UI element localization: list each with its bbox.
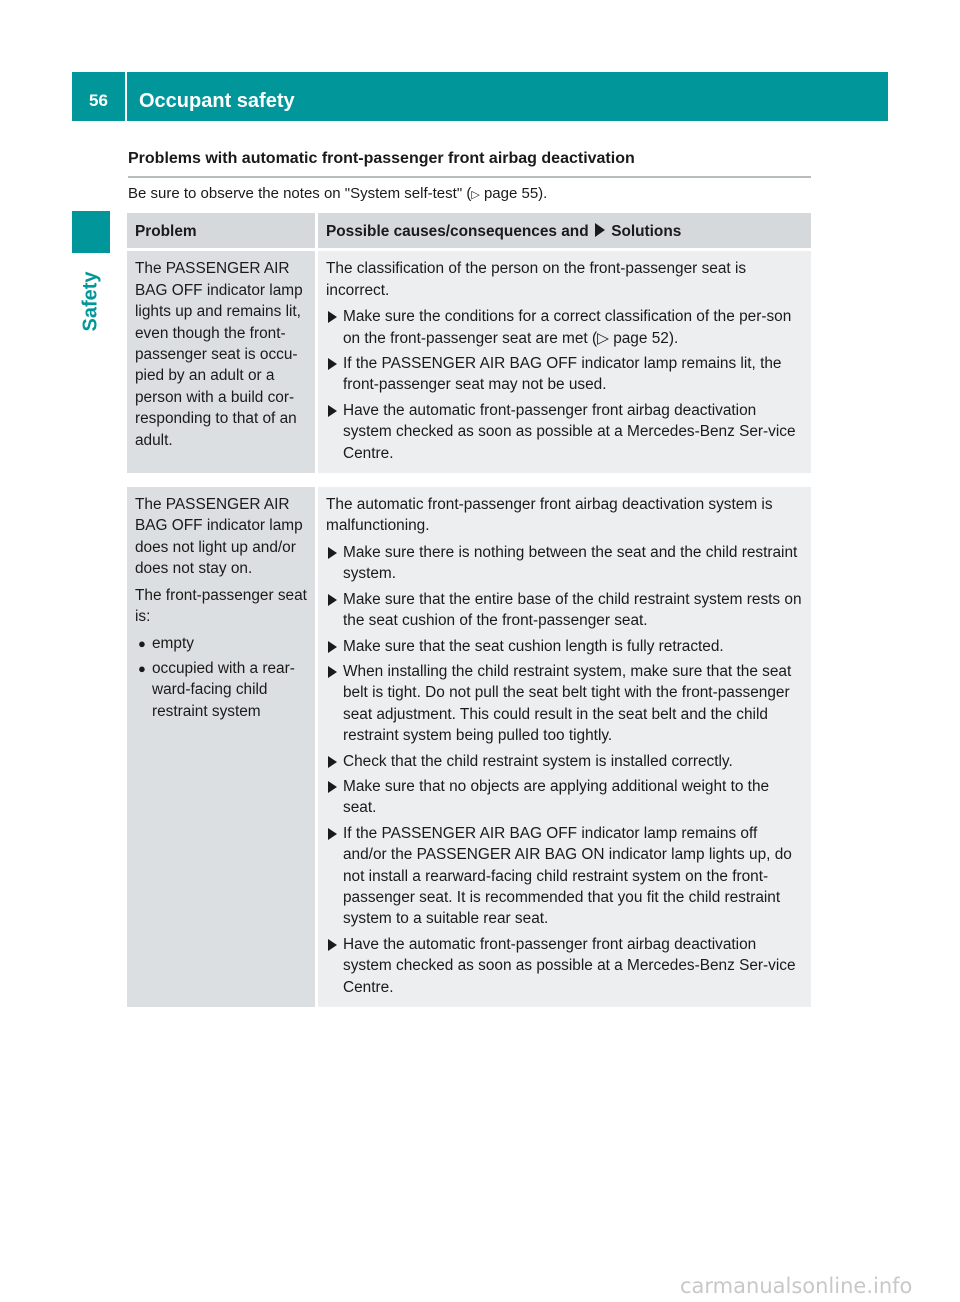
step-arrow-icon: [328, 939, 337, 951]
side-tab-label: [72, 256, 110, 346]
table-row: [127, 250, 811, 480]
step-text: Make sure the conditions for a correct classification of the per-son on the front-passenger seat are met (▷ page 52).: [343, 308, 792, 347]
table-header-row: [127, 213, 811, 250]
intro-before: Be sure to observe the notes on "System self-test" (: [128, 185, 472, 202]
step-text: Make sure there is nothing between the seat and the child restraint system.: [343, 543, 798, 583]
solution-step: [326, 823, 803, 930]
column-header-problem: Problem: [127, 213, 317, 250]
page-number: 56: [89, 91, 108, 110]
step-text: Make sure that the entire base of the child restraint system rests on the seat cushion of the front-passenger seat.: [343, 590, 802, 630]
column-header-solution-text: Possible causes/consequences and: [326, 223, 589, 240]
step-arrow-icon: [328, 311, 337, 323]
page-heading: Problems with automatic front-passenger front airbag deactivation: [128, 150, 811, 178]
step-text: Make sure that no objects are applying additional weight to the seat.: [343, 777, 770, 817]
cause-text: The automatic front-passenger front airbag deactivation system is malfunctioning.: [326, 496, 773, 535]
side-tab-text: Safety: [79, 270, 102, 332]
step-text: If the PASSENGER AIR BAG OFF indicator lamp remains lit, the front-passenger seat may not be used.: [343, 355, 782, 394]
solution-step: [326, 661, 803, 747]
cause-text: The classification of the person on the front-passenger seat is incorrect.: [326, 260, 747, 299]
step-text: Make sure that the seat cushion length is fully retracted.: [343, 637, 724, 655]
side-tab-marker: [72, 211, 110, 253]
solution-step: [326, 400, 803, 464]
problem-note: The front-passenger seat is:: [135, 586, 307, 626]
solution-step: [326, 542, 803, 585]
header-divider: [125, 72, 127, 121]
step-text: If the PASSENGER AIR BAG OFF indicator lamp remains off and/or the PASSENGER AIR BAG ON indicator lamp lights up, do not install a rearward-facing child restraint system on the front-passenger seat. It is recommended that you fit the child restraint system to a suitable rear seat.: [343, 824, 792, 928]
step-text: Check that the child restraint system is installed correctly.: [343, 752, 733, 770]
solution-step: [326, 306, 803, 349]
bullet-icon: ●: [138, 660, 146, 676]
solution-step: [326, 589, 803, 632]
intro-ref: page 55).: [479, 185, 548, 202]
problem-text: The PASSENGER AIR BAG OFF indicator lamp lights up and remains lit, even though the front-passenger seat is occu-pied by an adult or a person with a build cor-responding to that of an adult.: [135, 260, 303, 449]
step-arrow-icon: [328, 781, 337, 793]
intro-text: [128, 185, 547, 202]
solution-step: [326, 751, 803, 772]
column-header-solution: [317, 213, 812, 250]
solution-step: [326, 776, 803, 819]
step-text: When installing the child restraint system, make sure that the seat belt is tight. Do not pull the seat belt tight with the front-passenger seat adjustment. This could result in the seat belt and the child restraint system being pulled too tightly.: [343, 662, 792, 745]
step-arrow-icon: [328, 405, 337, 417]
step-arrow-icon: [328, 547, 337, 559]
solution-cell: [317, 480, 812, 1007]
solution-cell: [317, 250, 812, 480]
bullet-icon: ●: [138, 635, 146, 651]
section-title: Occupant safety: [139, 90, 295, 112]
solution-step: [326, 353, 803, 396]
problem-cell: [127, 250, 317, 480]
solution-step: [326, 934, 803, 998]
page-ref-arrow-icon: ▷: [471, 189, 480, 201]
solution-arrow-icon: [595, 223, 605, 237]
step-arrow-icon: [328, 358, 337, 370]
problem-bullet: [135, 658, 307, 722]
step-arrow-icon: [328, 594, 337, 606]
step-arrow-icon: [328, 756, 337, 768]
problem-bullet: [135, 633, 307, 654]
table-row: [127, 480, 811, 1007]
solution-step: [326, 636, 803, 657]
step-arrow-icon: [328, 828, 337, 840]
problem-cell: [127, 480, 317, 1007]
column-header-solutions-label: Solutions: [611, 223, 682, 240]
footer-watermark: carmanualsonline.info: [680, 1274, 913, 1298]
problem-text: The PASSENGER AIR BAG OFF indicator lamp does not light up and/or does not stay on.: [135, 496, 303, 578]
bullet-text: occupied with a rear-ward-facing child restraint system: [152, 659, 295, 720]
step-text: Have the automatic front-passenger front airbag deactivation system checked as soon as possible at a Mercedes-Benz Ser-vice Centre.: [343, 935, 796, 996]
step-text: Have the automatic front-passenger front airbag deactivation system checked as soon as possible at a Mercedes-Benz Ser-vice Centre.: [343, 401, 796, 462]
problems-table: [127, 213, 811, 1007]
step-arrow-icon: [328, 641, 337, 653]
step-arrow-icon: [328, 666, 337, 678]
bullet-text: empty: [152, 634, 194, 652]
